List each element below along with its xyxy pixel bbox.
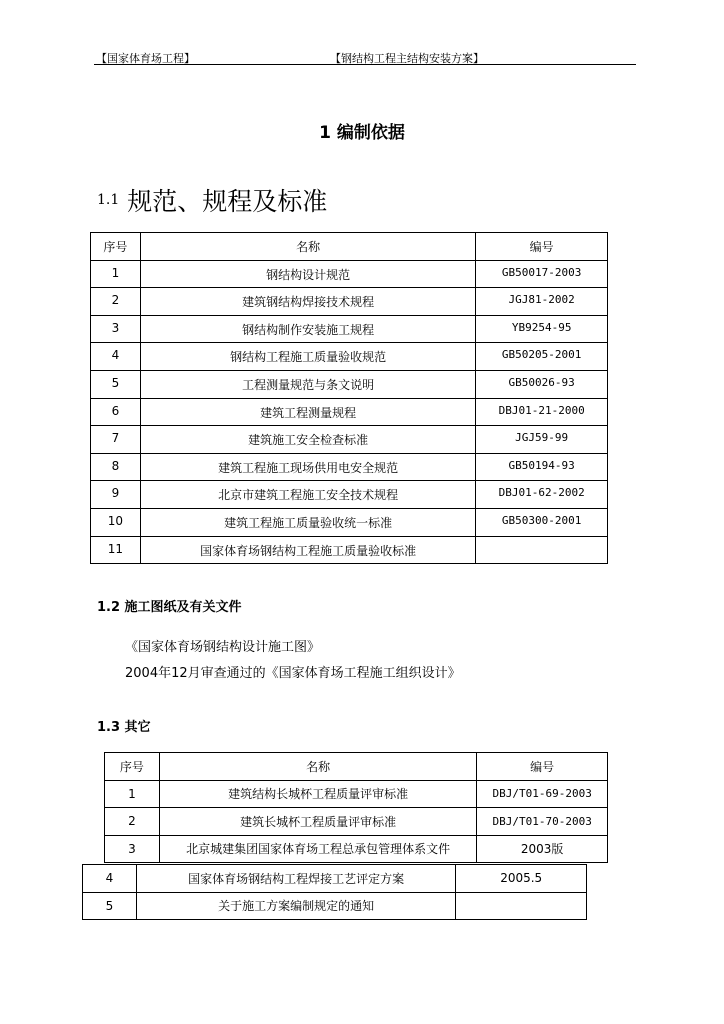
cell-index: 6: [91, 398, 141, 426]
cell-code: DBJ01-21-2000: [476, 398, 608, 426]
cell-index: 10: [91, 508, 141, 536]
column-header-name: 名称: [140, 233, 476, 261]
cell-index: 9: [91, 481, 141, 509]
cell-code: GB50300-2001: [476, 508, 608, 536]
table-row: [83, 865, 587, 893]
cell-name: 国家体育场钢结构工程焊接工艺评定方案: [136, 865, 456, 893]
table-row: [91, 260, 608, 288]
table-row: [91, 481, 608, 509]
cell-index: 1: [91, 260, 141, 288]
cell-index: 8: [91, 453, 141, 481]
cell-name: 钢结构设计规范: [140, 260, 476, 288]
cell-name: 建筑工程测量规程: [140, 398, 476, 426]
cell-index: 3: [105, 835, 160, 863]
cell-code: JGJ81-2002: [476, 288, 608, 316]
table-row: [91, 315, 608, 343]
section-1-1-heading: [97, 182, 327, 218]
cell-index: 5: [91, 370, 141, 398]
section-1-3-heading: 1.3 其它: [97, 720, 151, 735]
column-header-index: 序号: [91, 233, 141, 261]
cell-index: 2: [105, 808, 160, 836]
table-row: [91, 453, 608, 481]
table-header-row: [105, 753, 608, 781]
cell-name: 北京城建集团国家体育场工程总承包管理体系文件: [159, 835, 477, 863]
cell-name: 国家体育场钢结构工程施工质量验收标准: [140, 536, 476, 564]
cell-index: 4: [91, 343, 141, 371]
section-1-2-line-1: 《国家体育场钢结构设计施工图》: [125, 640, 321, 655]
cell-name: 关于施工方案编制规定的通知: [136, 892, 456, 920]
cell-index: 4: [83, 865, 137, 893]
page-title: 1 编制依据: [319, 123, 405, 143]
cell-index: 11: [91, 536, 141, 564]
table-row: [91, 536, 608, 564]
cell-index: 3: [91, 315, 141, 343]
section-1-1-title: 规范、规程及标准: [127, 187, 328, 216]
column-header-code: 编号: [477, 753, 608, 781]
cell-name: 建筑工程施工质量验收统一标准: [140, 508, 476, 536]
column-header-index: 序号: [105, 753, 160, 781]
cell-code: JGJ59-99: [476, 426, 608, 454]
cell-name: 工程测量规范与条文说明: [140, 370, 476, 398]
column-header-name: 名称: [159, 753, 477, 781]
cell-name: 建筑长城杯工程质量评审标准: [159, 808, 477, 836]
table-row: [91, 426, 608, 454]
table-row: [83, 892, 587, 920]
table-row: [91, 370, 608, 398]
cell-code: GB50205-2001: [476, 343, 608, 371]
cell-code: YB9254-95: [476, 315, 608, 343]
header-right: 【钢结构工程主结构安装方案】: [330, 52, 484, 65]
other-documents-table-continued: [82, 864, 587, 920]
cell-name: 建筑施工安全检查标准: [140, 426, 476, 454]
cell-name: 北京市建筑工程施工安全技术规程: [140, 481, 476, 509]
table-header-row: [91, 233, 608, 261]
table-row: [91, 398, 608, 426]
header-left: 【国家体育场工程】: [96, 52, 195, 65]
cell-index: 2: [91, 288, 141, 316]
cell-index: 5: [83, 892, 137, 920]
cell-code: [456, 892, 587, 920]
cell-name: 建筑结构长城杯工程质量评审标准: [159, 780, 477, 808]
standards-table: [90, 232, 608, 564]
cell-index: 7: [91, 426, 141, 454]
cell-code: GB50026-93: [476, 370, 608, 398]
cell-name: 钢结构工程施工质量验收规范: [140, 343, 476, 371]
cell-code: 2005.5: [456, 865, 587, 893]
cell-code: 2003版: [477, 835, 608, 863]
table-row: [105, 808, 608, 836]
header-divider: [94, 64, 636, 65]
cell-code: DBJ/T01-69-2003: [477, 780, 608, 808]
cell-name: 建筑工程施工现场供用电安全规范: [140, 453, 476, 481]
cell-index: 1: [105, 780, 160, 808]
section-1-2-line-2: 2004年12月审查通过的《国家体育场工程施工组织设计》: [125, 666, 461, 681]
table-row: [91, 508, 608, 536]
table-row: [91, 288, 608, 316]
cell-code: DBJ01-62-2002: [476, 481, 608, 509]
cell-code: GB50194-93: [476, 453, 608, 481]
cell-name: 建筑钢结构焊接技术规程: [140, 288, 476, 316]
cell-code: [476, 536, 608, 564]
table-row: [105, 835, 608, 863]
section-1-1-number: 1.1: [97, 192, 120, 208]
cell-code: DBJ/T01-70-2003: [477, 808, 608, 836]
section-1-2-heading: 1.2 施工图纸及有关文件: [97, 600, 242, 615]
other-documents-table: [104, 752, 608, 863]
cell-name: 钢结构制作安装施工规程: [140, 315, 476, 343]
table-row: [105, 780, 608, 808]
table-row: [91, 343, 608, 371]
column-header-code: 编号: [476, 233, 608, 261]
cell-code: GB50017-2003: [476, 260, 608, 288]
